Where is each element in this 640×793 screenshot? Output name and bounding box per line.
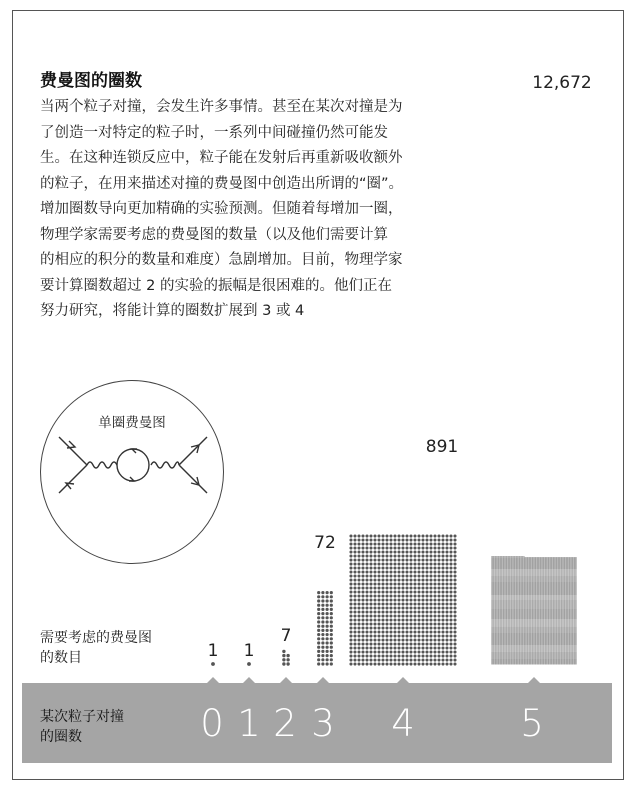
y-axis-label-line: 需要考虑的费曼图: [40, 630, 152, 646]
value-label-5: 12,672: [532, 73, 592, 93]
x-axis-label-line: 某次粒子对撞: [40, 709, 124, 725]
paragraph-line: 要计算圈数超过 2 的实验的振幅是很困难的。他们正在: [40, 277, 392, 294]
value-label-3: 72: [314, 533, 336, 553]
dot-column-5: [491, 556, 576, 664]
x-axis-label-line: 的圈数: [40, 729, 82, 745]
x-tick-marker-1: [243, 677, 255, 683]
y-axis-label-line: 的数目: [40, 650, 82, 666]
dot-column-0: [211, 662, 215, 666]
x-tick-marker-0: [207, 677, 219, 683]
x-axis-label: [40, 707, 124, 747]
dot-column-2: [282, 650, 290, 666]
paragraph-line: 生。在这种连锁反应中，粒子能在发射后再重新吸收额外: [40, 150, 403, 166]
dot-column-1: [247, 662, 251, 666]
paragraph-line: 当两个粒子对撞，会发生许多事情。甚至在某次对撞是为: [40, 99, 403, 115]
x-tick-0: 0: [200, 702, 224, 745]
paragraph-line: 了创造一对特定的粒子时，一系列中间碰撞仍然可能发: [40, 124, 388, 141]
x-tick-4: 4: [391, 702, 415, 745]
x-tick-5: 5: [520, 702, 544, 745]
dot-column-4: [349, 534, 456, 665]
x-tick-1: 1: [237, 702, 261, 745]
x-tick-marker-3: [317, 677, 329, 683]
value-label-4: 891: [425, 437, 459, 457]
paragraph-line: 物理学家需要考虑的费曼图的数量（以及他们需要计算: [40, 226, 388, 243]
dot-column-3: [317, 591, 333, 666]
value-label-1: 1: [243, 641, 255, 661]
x-tick-marker-2: [280, 677, 292, 683]
page-title: 费曼图的圈数: [40, 71, 142, 91]
paragraph-line: 的粒子，在用来描述对撞的费曼图中创造出所谓的“圈”。: [40, 175, 404, 192]
value-label-2: 7: [280, 626, 292, 646]
x-tick-marker-5: [528, 677, 540, 683]
x-tick-marker-4: [397, 677, 409, 683]
value-label-0: 1: [207, 641, 219, 661]
one-loop-diagram-label: 单圈费曼图: [98, 415, 166, 431]
paragraph-line: 的相应的积分的数量和难度）急剧增加。目前，物理学家: [40, 252, 403, 268]
x-tick-3: 3: [311, 702, 335, 745]
paragraph-line: 增加圈数导向更加精确的实验预测。但随着每增加一圈，: [40, 201, 403, 217]
paragraph-line: 努力研究，将能计算的圈数扩展到 3 或 4: [40, 303, 305, 319]
x-tick-2: 2: [273, 702, 297, 745]
